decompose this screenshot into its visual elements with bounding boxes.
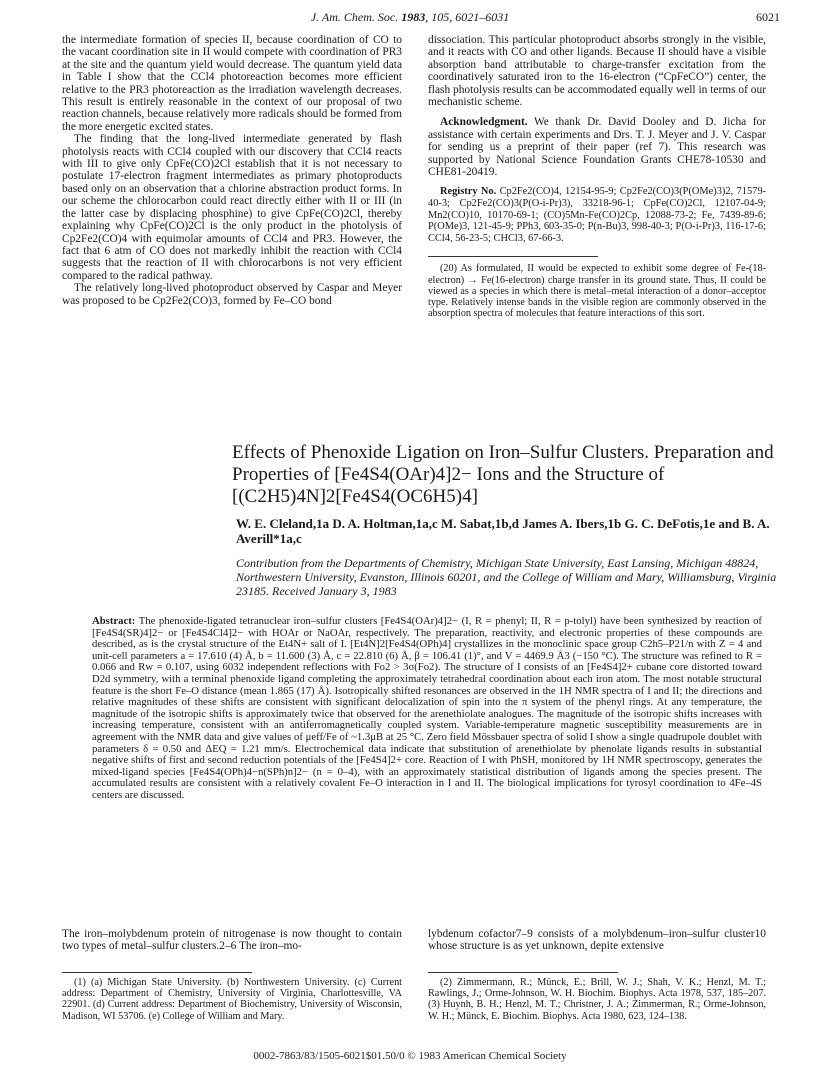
paragraph: The finding that the long-lived intermediate generated by flash photolysis reacts with CCl4 coupled with our discovery that CCl4 reacts with III to give only CpFe(CO)2Cl establish that it is not necessary to postulate 17-electron fragment intermediates as primary photoproducts based only on an observation that a chlorine abstraction product forms. In our scheme the chlorocarbon could react directly either with II or III (in the latter case by displacing phosphine) to give CpFe(CO)2Cl, thereby explaining why CpFe(CO)2Cl is the only product in the photolysis of Cp2Fe2(CO)4 with equimolar amounts of CCl4 and PR3. However, the fact that 6 atm of CO does not markedly inhibit the reaction with CCl4 suggests that the reaction of II with chlorocarbons is not very efficient compared to the radical pathway. xyxy=(62,133,402,282)
journal-volume: 105 xyxy=(431,10,450,24)
running-header xyxy=(0,10,820,26)
footnote-divider xyxy=(428,256,598,257)
footnote: (20) As formulated, II would be expected to exhibit some degree of Fe-(18-electron) → Fe(16-electron) charge transfer in its ground state. Thus, II could be viewed as a species in which there is metal–metal interaction of a donor–acceptor type. Relatively intense bands in the visible region are commonly observed in the absorption spectra of molecules that feature interactions of this sort. xyxy=(428,263,766,320)
registry-numbers xyxy=(428,186,766,244)
paragraph: the intermediate formation of species II, because coordination of CO to the vacant coordination site in II would compete with coordination of PR3 at the site and the quantum yield would decrease. The quantum yield data in Table I show that the CCl4 photoreaction becomes more efficient relative to the PR3 photoreaction as the irradiation wavelength decreases. This result is entirely reasonable in the context of our proposal of two reaction channels, because relatively more radicals should be formed from the more energetic excited states. xyxy=(62,34,402,133)
affiliation: Contribution from the Departments of Chemistry, Michigan State University, East Lansing, Michigan 48824, Northwestern University, Evanston, Illinois 60201, and the College of William and Mary, Williamsburg, Virginia 23185. Received January 3, 1983 xyxy=(236,556,777,598)
previous-article-left-column xyxy=(62,34,402,307)
footnotes-right xyxy=(428,968,766,1022)
acknowledgment-text: We thank Dr. David Dooley and D. Jicha for assistance with certain experiments and Drs. T. J. Meyer and J. V. Caspar for sending us a preprint of their paper (ref 7). This research was supported by National Science Foundation Grants CHE78-10530 and CHE81-20419. xyxy=(428,116,766,179)
footnote: (2) Zimmermann, R.; Münck, E.; Brill, W. J.; Shah, V. K.; Henzl, M. T.; Rawlings, J.; Orme-Johnson, W. H. Biochim. Biophys. Acta 1978, 537, 185–207. (3) Huynh, B. H.; Henzl, M. T.; Christner, J. A.; Zimmerman, R.; Orme-Johnson, W. H.; Münck, E. Biochim. Biophys. Acta 1980, 623, 124–138. xyxy=(428,977,766,1022)
acknowledgment-heading: Acknowledgment. xyxy=(440,116,528,129)
journal-year: 1983 xyxy=(401,10,426,24)
footnote-divider xyxy=(428,972,618,973)
journal-name: J. Am. Chem. Soc. xyxy=(310,10,399,24)
copyright-footer: 0002-7863/83/1505-6021$01.50/0 © 1983 American Chemical Society xyxy=(253,1050,567,1062)
registry-text: Cp2Fe2(CO)4, 12154-95-9; Cp2Fe2(CO)3(P(OMe)3)2, 71579-40-3; Cp2Fe2(CO)3(P(O-i-Pr)3), 33218-96-1; CpFe(CO)2Cl, 12107-04-9; Mn2(CO)10, 10170-69-1; (CO)5Mn-Fe(CO)2Cp, 12088-73-2; Fe, 7439-89-6; P(OMe)3, 121-45-9; PPh3, 603-35-0; P(n-Bu)3, 998-40-3; P(O-i-Pr)3, 116-17-6; CCl4, 56-23-5; CHCl3, 67-66-3. xyxy=(428,186,766,244)
author-list: W. E. Cleland,1a D. A. Holtman,1a,c M. Sabat,1b,d James A. Ibers,1b G. C. DeFotis,1e and B. A. Averill*1a,c xyxy=(236,516,770,546)
paragraph: The relatively long-lived photoproduct observed by Caspar and Meyer was proposed to be Cp2Fe2(CO)3, formed by Fe–CO bond xyxy=(62,282,402,307)
abstract-heading: Abstract: xyxy=(92,615,136,627)
journal-pages: 6021–6031 xyxy=(455,10,510,24)
page-number: 6021 xyxy=(756,10,780,24)
article-title: Effects of Phenoxide Ligation on Iron–Sulfur Clusters. Preparation and Properties of [Fe4S4(OAr)4]2− Ions and the Structure of [(C2H5)4N]2[Fe4S4(OC6H5)4] xyxy=(232,442,774,507)
abstract xyxy=(92,616,762,802)
intro-right-column: lybdenum cofactor7–9 consists of a molybdenum–iron–sulfur cluster10 whose structure is as yet unknown, depite extensive xyxy=(428,928,766,953)
intro-left-column: The iron–molybdenum protein of nitrogenase is now thought to contain two types of metal–sulfur clusters.2–6 The iron–mo- xyxy=(62,928,402,953)
footnotes-left xyxy=(62,968,402,1022)
acknowledgment xyxy=(428,116,766,178)
paragraph: dissociation. This particular photoproduct absorbs strongly in the visible, and it reacts with CO and other ligands. Because II should have a visible absorption band attributable to charge-transfer excitation from the coordinatively saturated iron to the 16-electron (“CpFeCO”) center, the flash photolysis results can be accommodated equally well in terms of our mechanistic scheme. xyxy=(428,34,766,109)
footnote-divider xyxy=(62,972,252,973)
abstract-text: The phenoxide-ligated tetranuclear iron–sulfur clusters [Fe4S4(OAr)4]2− (I, R = phenyl; II, R = p-tolyl) have been synthesized by reaction of [Fe4S4(SR)4]2− or [Fe4S4Cl4]2− with HOAr or NaOAr, respectively. The preparation, reactivity, and electronic properties of these compounds are described, as is the crystal structure of the Et4N+ salt of I. [Et4N]2[Fe4S4(OPh)4] crystallizes in the monoclinic space group C2h5–P21/n with Z = 4 and unit-cell parameters a = 17.610 (4) Å, b = 11.600 (3) Å, c = 22.810 (6) Å, β = 106.41 (1)°, and V = 4469.9 Å3 (−150 °C). The structure was refined to R = 0.066 and Rw = 0.107, using 6032 independent reflections with Fo2 > 3σ(Fo2). The structure of I consists of an [Fe4S4]2+ cubane core distorted toward D2d symmetry, with a terminal phenoxide ligand completing the approximately tetrahedral coordination about each iron atom. The most notable structural feature is the short Fe–O distance (mean 1.865 (17) Å). Isotropically shifted resonances are observed in the 1H NMR spectra of I and II; the directions and relative magnitudes of these shifts are consistent with significant delocalization of spin into the π system of the phenyl rings. At any temperature, the magnitude of the isotropic shifts is approximately twice that observed for the arenethiolate analogues. The magnitude of the isotropic shifts increases with increasing temperature, consistent with an antiferromagnetically coupled system. Variable-temperature magnetic susceptibility measurements are in agreement with the NMR data and give values of μeff/Fe of ~1.3μB at 25 °C. Zero field Mössbauer spectra of solid I show a single quadrupole doublet with parameters δ = 0.50 and ΔEQ = 1.21 mm/s. Electrochemical data indicate that substitution of arenethiolate by phenolate ligands results in substantial negative shifts of first and second reduction potentials of the [Fe4S4]2+ core. Reaction of I with PhSH, monitored by 1H NMR spectroscopy, generates the mixed-ligand species [Fe4S4(OPh)4−n(SPh)n]2− (n = 0–4), with an approximately statistical distribution of ligands among the species present. The accumulated results are consistent with a relatively covalent Fe–O interaction in I and II. The biological implications for tyrosyl coordination to 4Fe–4S centers are discussed. xyxy=(92,615,762,801)
journal-citation: J. Am. Chem. Soc. 1983, 105, 6021–6031 xyxy=(310,10,510,24)
previous-article-right-column xyxy=(428,34,766,319)
footnote: (1) (a) Michigan State University. (b) Northwestern University. (c) Current address: Department of Chemistry, University of Virginia, Charlottesville, VA 22901. (d) Current address: Department of Biochemistry, University of Wisconsin, Madison, WI 53706. (e) College of William and Mary. xyxy=(62,977,402,1022)
registry-heading: Registry No. xyxy=(440,186,497,198)
